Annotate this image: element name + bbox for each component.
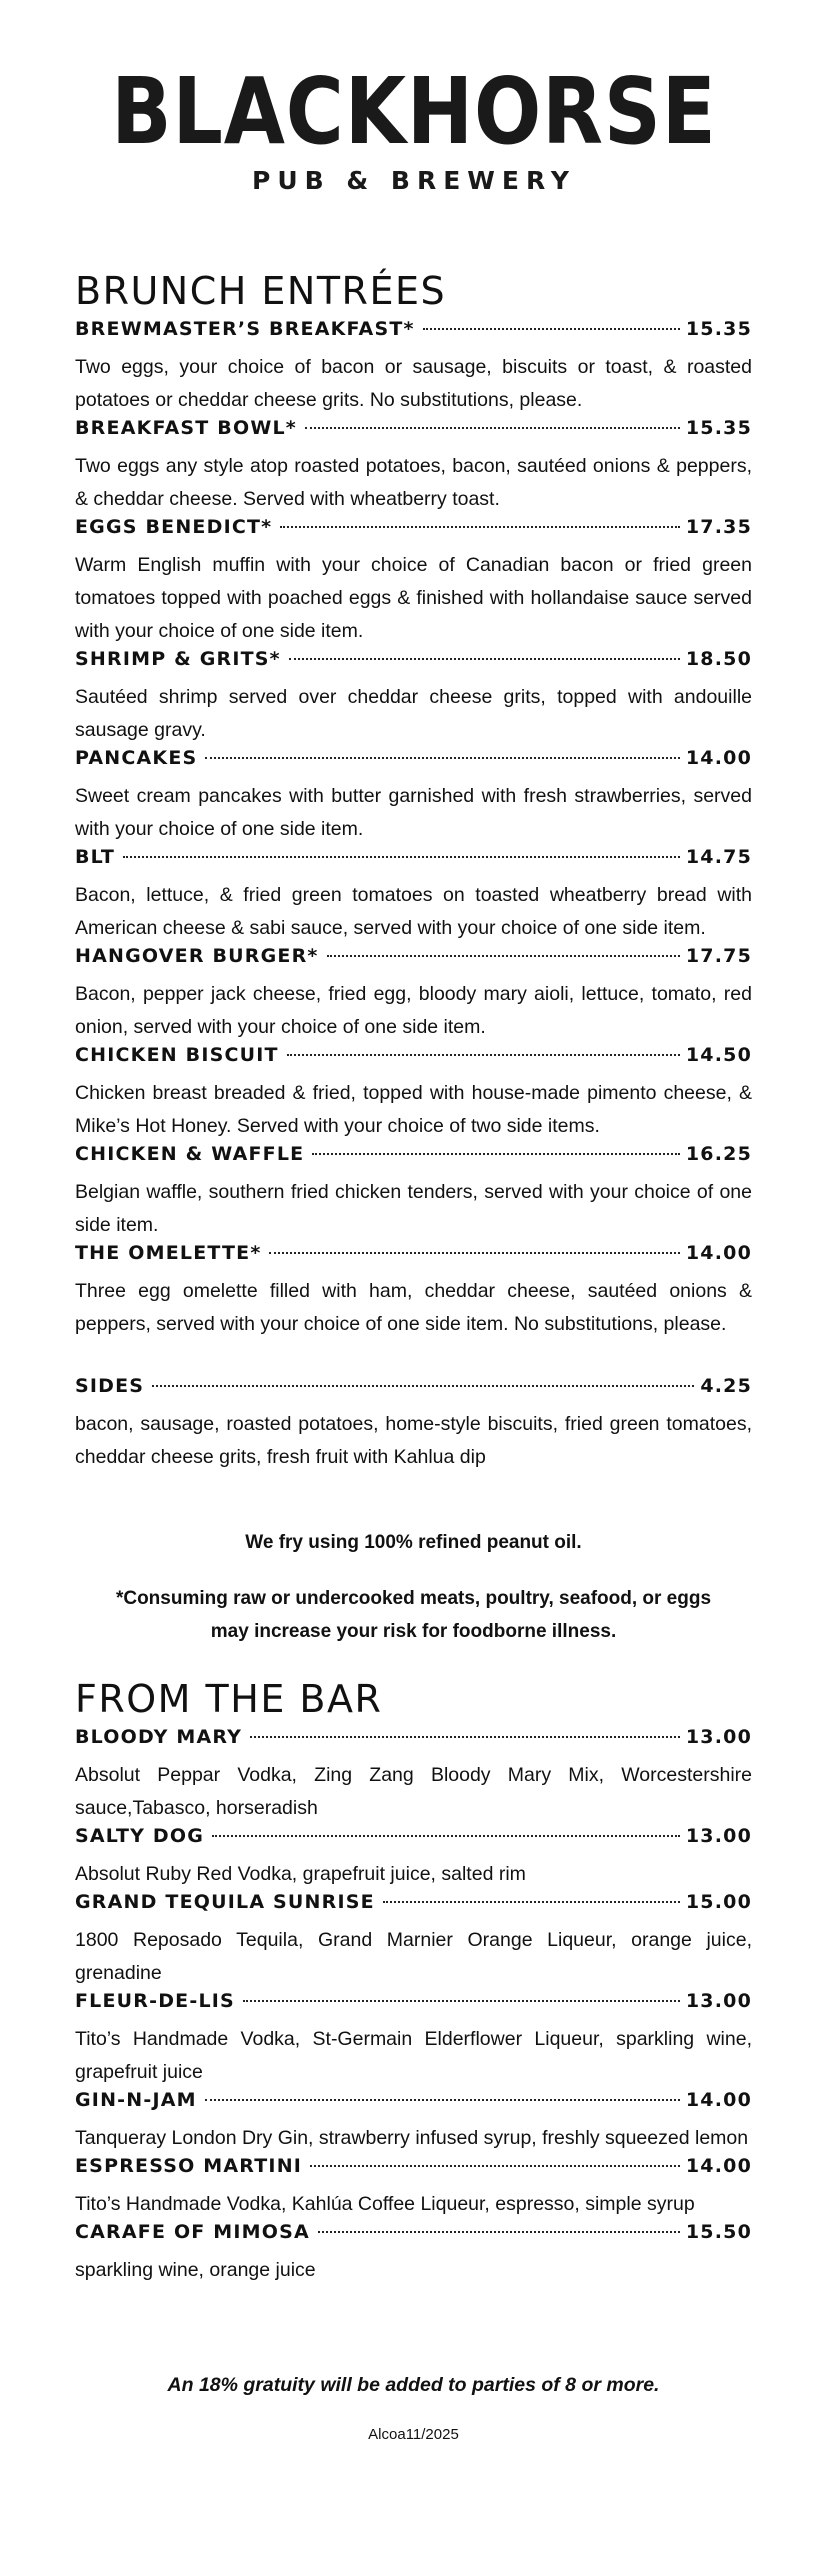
menu-item-name: BREWMASTER’S BREAKFAST* (75, 318, 415, 340)
menu-item-description: Tanqueray London Dry Gin, strawberry infused syrup, freshly squeezed lemon (75, 2127, 749, 2149)
menu-item-price: 4.25 (700, 1375, 752, 1397)
menu-item-name: BLT (75, 846, 116, 868)
menu-item-price: 17.35 (685, 516, 752, 538)
menu-item-name: PANCAKES (75, 747, 198, 769)
menu-item-price: 17.75 (685, 945, 752, 967)
peanut-oil-note: We fry using 100% refined peanut oil. (245, 1532, 582, 1553)
dot-leader (318, 2231, 680, 2233)
menu-item (75, 1990, 752, 2089)
menu-item (75, 2221, 752, 2287)
section-gap (75, 1341, 752, 1375)
menu-item (75, 1825, 752, 1891)
dot-leader (287, 1054, 680, 1056)
dot-leader (305, 427, 680, 429)
menu-item (75, 945, 752, 1044)
menu-item-description: Chicken breast breaded & fried, topped with house-made pimento cheese, & Mike’s Hot Honey. Served with your choice of two side items. (75, 1082, 752, 1137)
menu-item-price: 14.00 (685, 2089, 752, 2111)
menu-item-name: BREAKFAST BOWL* (75, 417, 297, 439)
brunch-section (75, 268, 752, 1474)
menu-item-description: Two eggs any style atop roasted potatoes, bacon, sautéed onions & peppers, & cheddar cheese. Served with wheatberry toast. (75, 455, 752, 510)
menu-item (75, 1143, 752, 1242)
menu-item-name: THE OMELETTE* (75, 1242, 262, 1264)
menu-item-name: SALTY DOG (75, 1825, 205, 1847)
menu-item-name: EGGS BENEDICT* (75, 516, 273, 538)
menu-item-name: HANGOVER BURGER* (75, 945, 319, 967)
menu-item-price: 14.00 (685, 2155, 752, 2177)
menu-item-name: SIDES (75, 1375, 145, 1397)
brand-logo (0, 58, 828, 195)
menu-item (75, 648, 752, 747)
menu-version-code: Alcoa11/2025 (368, 2426, 459, 2443)
menu-item-description: Absolut Peppar Vodka, Zing Zang Bloody Mary Mix, Worcestershire sauce,Tabasco, horseradish (75, 1764, 752, 1819)
menu-item-price: 18.50 (685, 648, 752, 670)
menu-item-price: 15.35 (685, 417, 752, 439)
section-title-brunch: BRUNCH ENTRÉES (75, 269, 447, 313)
menu-item-name: CHICKEN & WAFFLE (75, 1143, 305, 1165)
menu-item (75, 846, 752, 945)
dot-leader (205, 757, 679, 759)
menu-item-description: Sweet cream pancakes with butter garnished with fresh strawberries, served with your choice of one side item. (75, 785, 752, 840)
menu-item-description: bacon, sausage, roasted potatoes, home-style biscuits, fried green tomatoes, cheddar cheese grits, fresh fruit with Kahlua dip (75, 1413, 752, 1468)
dot-leader (289, 658, 680, 660)
menu-item-name: FLEUR-DE-LIS (75, 1990, 235, 2012)
menu-item-name: SHRIMP & GRITS* (75, 648, 281, 670)
dot-leader (383, 1901, 680, 1903)
menu-item (75, 747, 752, 846)
bar-item-list (75, 1726, 752, 2287)
bar-section (75, 1676, 752, 2287)
sides-item (75, 1375, 752, 1474)
menu-item (75, 417, 752, 516)
menu-item-name: GIN-N-JAM (75, 2089, 197, 2111)
dot-leader (312, 1153, 680, 1155)
dot-leader (123, 856, 680, 858)
menu-item-description: sparkling wine, orange juice (75, 2259, 316, 2281)
menu-item-description: Sautéed shrimp served over cheddar cheese grits, topped with andouille sausage gravy. (75, 686, 752, 741)
menu-item-name: BLOODY MARY (75, 1726, 243, 1748)
menu-item (75, 1891, 752, 1990)
menu-item (75, 2155, 752, 2221)
dot-leader (205, 2099, 680, 2101)
brunch-item-list (75, 318, 752, 1341)
menu-item-price: 14.00 (685, 1242, 752, 1264)
menu-item-description: Tito’s Handmade Vodka, St-Germain Elderflower Liqueur, sparkling wine, grapefruit juice (75, 2028, 752, 2083)
menu-item (75, 1242, 752, 1341)
dot-leader (212, 1835, 680, 1837)
menu-item-description: Three egg omelette filled with ham, cheddar cheese, sautéed onions & peppers, served with your choice of one side item. No substitutions, please. (75, 1280, 752, 1335)
gratuity-note: An 18% gratuity will be added to parties of 8 or more. (167, 2374, 660, 2396)
menu-item (75, 318, 752, 417)
menu-item-price: 13.00 (685, 1726, 752, 1748)
dot-leader (280, 526, 680, 528)
menu-item (75, 516, 752, 648)
menu-item-price: 14.75 (685, 846, 752, 868)
menu-item-price: 16.25 (685, 1143, 752, 1165)
dot-leader (250, 1736, 680, 1738)
menu-item-price: 14.00 (685, 747, 752, 769)
menu-item-name: ESPRESSO MARTINI (75, 2155, 303, 2177)
menu-item-description: Warm English muffin with your choice of Canadian bacon or fried green tomatoes topped with poached eggs & finished with hollandaise sauce served with your choice of one side item. (75, 554, 752, 642)
logo-tagline: PUB & BREWERY (252, 166, 576, 195)
dot-leader (310, 2165, 680, 2167)
menu-item-description: Bacon, pepper jack cheese, fried egg, bloody mary aioli, lettuce, tomato, red onion, served with your choice of one side item. (75, 983, 752, 1038)
menu-item-description: 1800 Reposado Tequila, Grand Marnier Orange Liqueur, orange juice, grenadine (75, 1929, 752, 1984)
menu-item-description: Tito’s Handmade Vodka, Kahlúa Coffee Liqueur, espresso, simple syrup (75, 2193, 695, 2215)
dot-leader (269, 1252, 679, 1254)
dot-leader (327, 955, 680, 957)
menu-item (75, 1726, 752, 1825)
menu-item-name: CARAFE OF MIMOSA (75, 2221, 310, 2243)
menu-item-description: Two eggs, your choice of bacon or sausage, biscuits or toast, & roasted potatoes or cheddar cheese grits. No substitutions, please. (75, 356, 752, 411)
menu-item-price: 15.35 (685, 318, 752, 340)
section-title-bar: FROM THE BAR (75, 1677, 383, 1721)
menu-item-name: GRAND TEQUILA SUNRISE (75, 1891, 375, 1913)
menu-item-price: 13.00 (685, 1825, 752, 1847)
menu-item-price: 14.50 (685, 1044, 752, 1066)
raw-food-warning: *Consuming raw or undercooked meats, poultry, seafood, or eggs may increase your risk for foodborne illness. (115, 1588, 712, 1642)
dot-leader (243, 2000, 680, 2002)
menu-item-price: 15.50 (685, 2221, 752, 2243)
menu-item-description: Bacon, lettuce, & fried green tomatoes on toasted wheatberry bread with American cheese & sabi sauce, served with your choice of one side item. (75, 884, 752, 939)
menu-item (75, 2089, 752, 2155)
menu-item-price: 13.00 (685, 1990, 752, 2012)
dot-leader (423, 328, 680, 330)
menu-item-price: 15.00 (685, 1891, 752, 1913)
menu-item-description: Belgian waffle, southern fried chicken tenders, served with your choice of one side item. (75, 1181, 752, 1236)
logo-wordmark: BLACKHORSE (111, 58, 717, 165)
menu-item (75, 1044, 752, 1143)
dot-leader (152, 1385, 694, 1387)
menu-item-description: Absolut Ruby Red Vodka, grapefruit juice, salted rim (75, 1863, 526, 1885)
menu-item-name: CHICKEN BISCUIT (75, 1044, 279, 1066)
